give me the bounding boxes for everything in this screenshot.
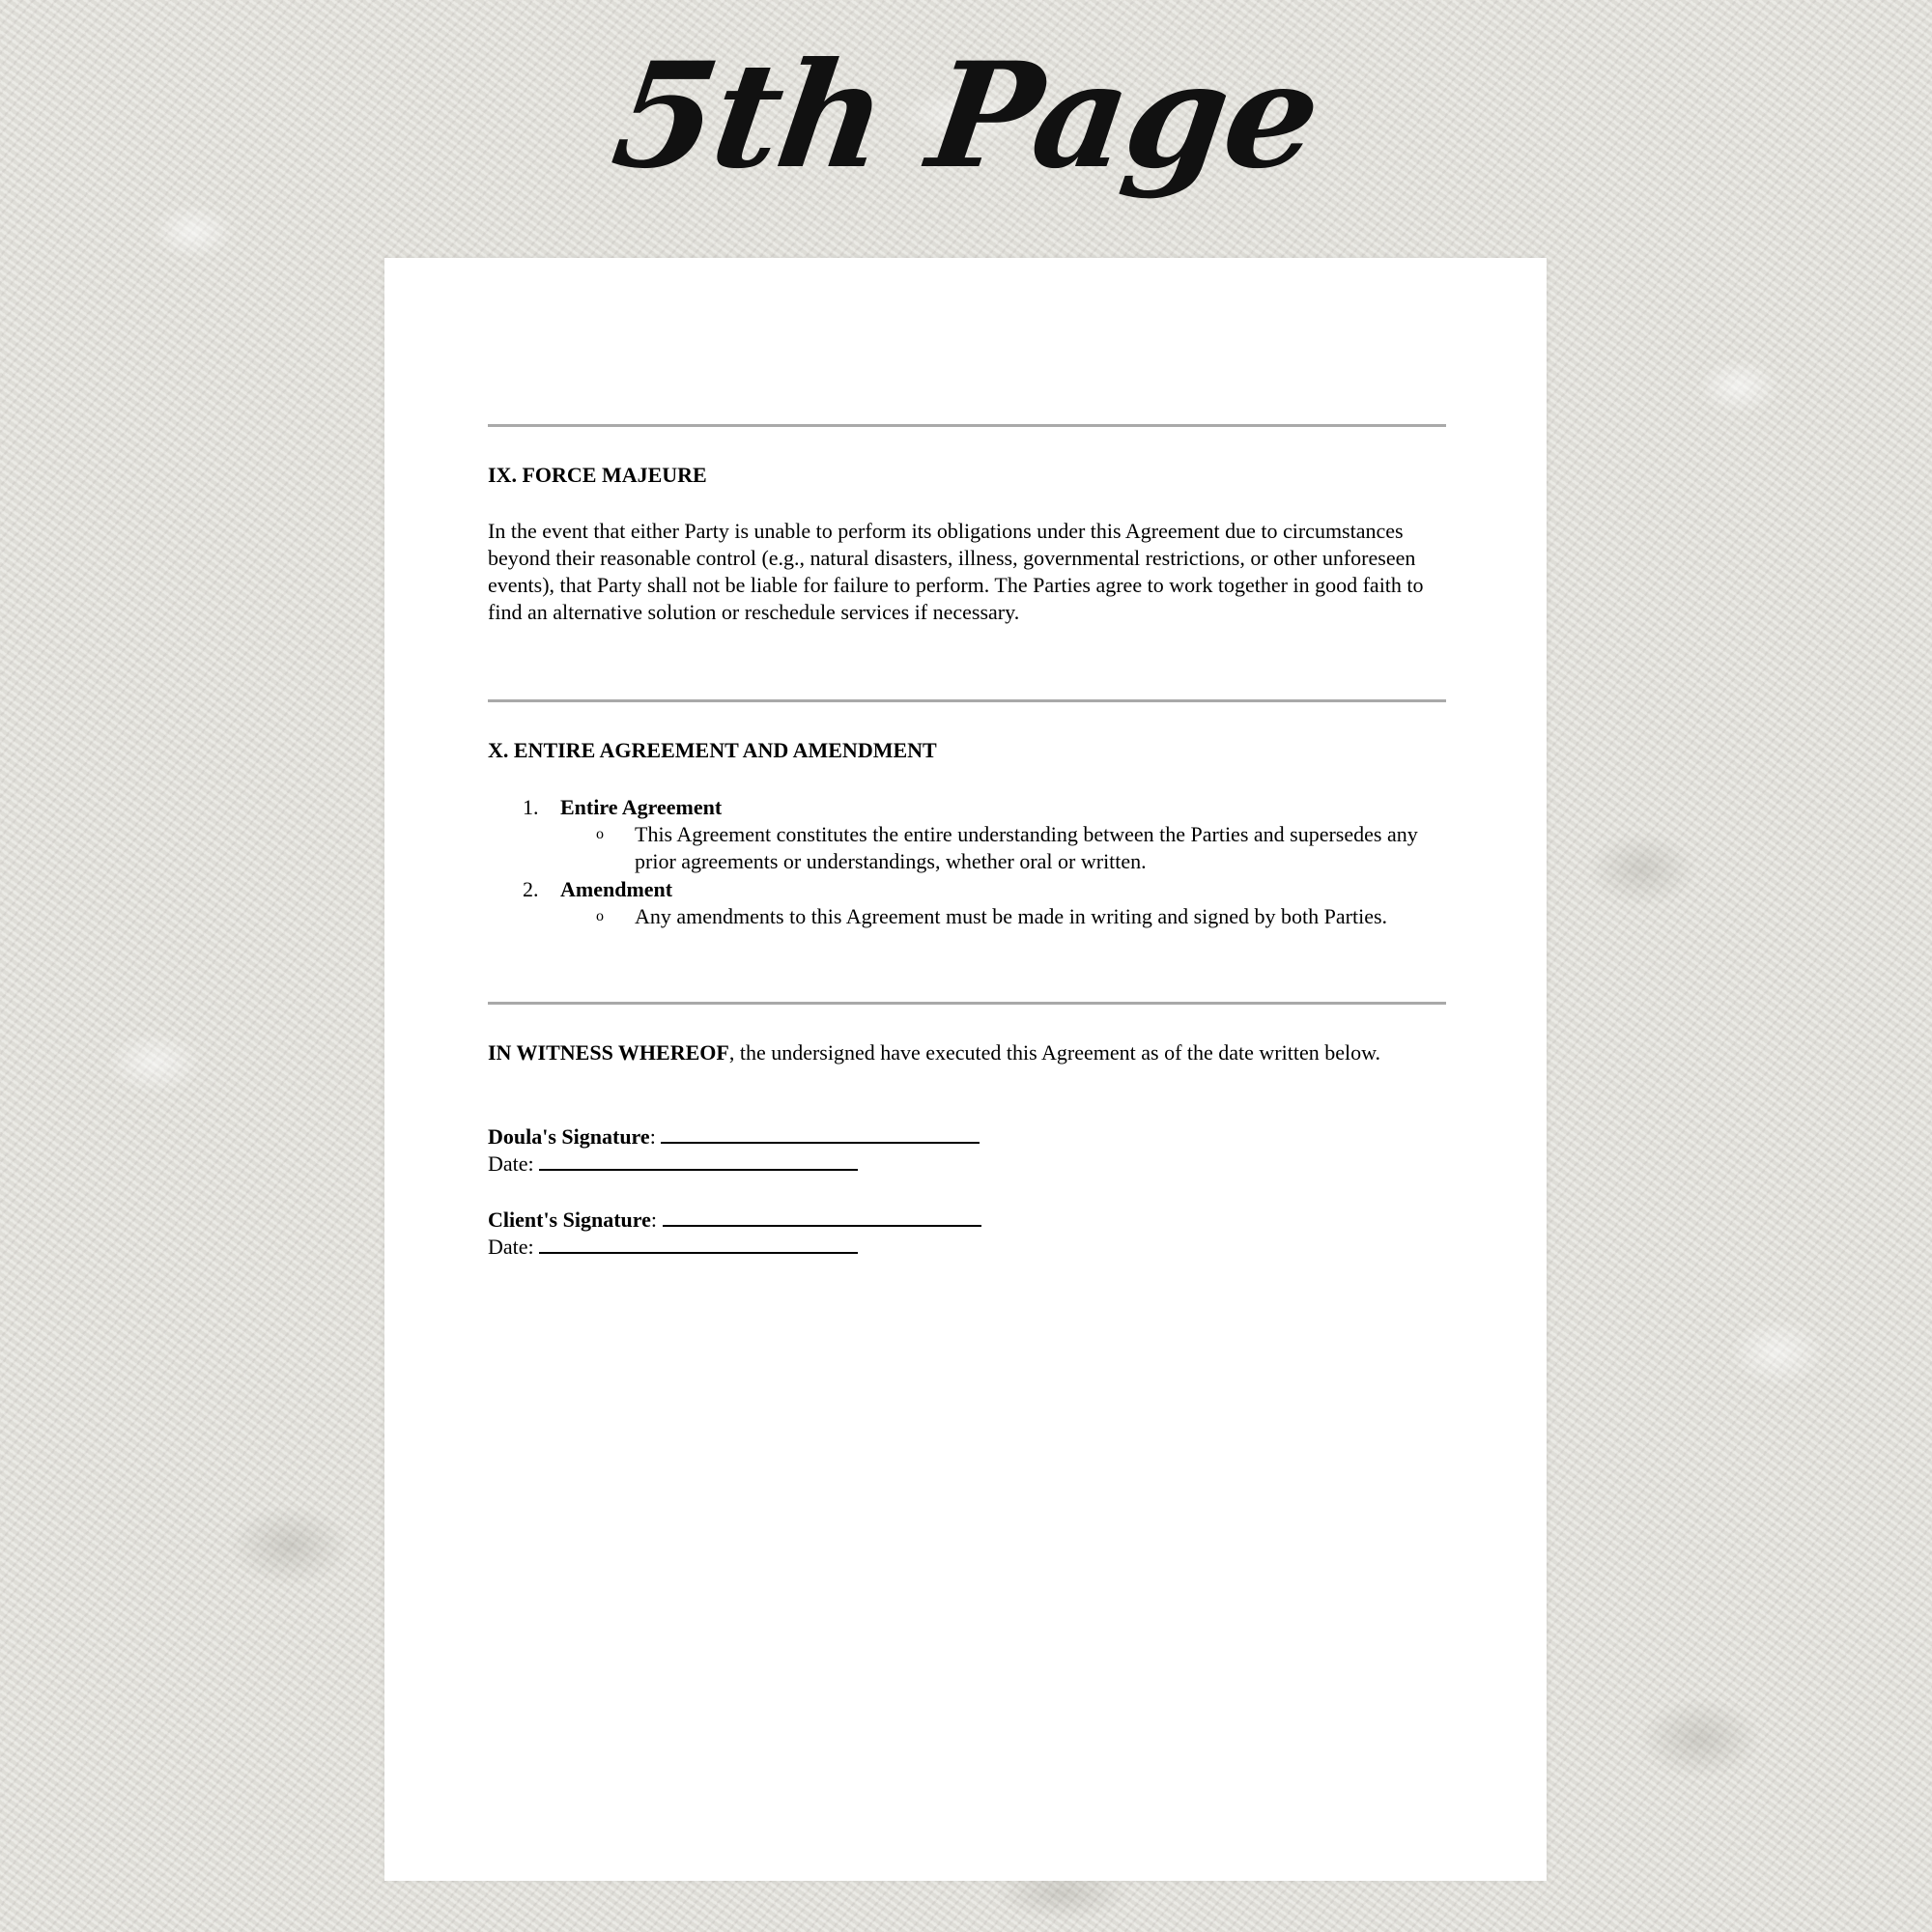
doula-signature-label: Doula's Signature: [488, 1124, 650, 1149]
section-divider: [488, 424, 1446, 427]
section-divider: [488, 699, 1446, 702]
doula-signature-field[interactable]: [661, 1122, 980, 1144]
label-colon: :: [650, 1208, 658, 1232]
section-title-force-majeure: IX. FORCE MAJEURE: [488, 463, 707, 487]
doula-date-field[interactable]: [539, 1150, 858, 1171]
client-date-field[interactable]: [539, 1233, 858, 1254]
doula-signature-line: [488, 1122, 980, 1151]
witness-lead: IN WITNESS WHEREOF: [488, 1040, 729, 1065]
list-item-title: Entire Agreement: [560, 795, 723, 819]
client-signature-field[interactable]: [663, 1206, 981, 1227]
section-divider: [488, 1002, 1446, 1005]
witness-statement: [488, 1039, 1446, 1066]
client-signature-line: [488, 1206, 981, 1234]
section-title-entire-agreement: X. ENTIRE AGREEMENT AND AMENDMENT: [488, 738, 937, 762]
witness-text: , the undersigned have executed this Agreement as of the date written below.: [728, 1040, 1381, 1065]
client-date-line: [488, 1233, 858, 1261]
hollow-bullet-icon: o: [596, 826, 604, 842]
force-majeure-paragraph: In the event that either Party is unable to perform its obligations under this Agreement due to circumstances beyond their reasonable control (e.g., natural disasters, illness, governmental restrictions, or other unforeseen events), that Party shall not be liable for failure to perform. The Parties agree to work together in good faith to find an alternative solution or reschedule services if necessary.: [488, 519, 1424, 624]
page-heading: 5th Page: [604, 31, 1328, 201]
list-item-title: Amendment: [560, 877, 673, 901]
doula-date-line: [488, 1150, 858, 1178]
hollow-bullet-icon: o: [596, 908, 604, 924]
label-colon: :: [649, 1124, 656, 1149]
list-item-text: This Agreement constitutes the entire understanding between the Parties and supersedes any prior agreements or understandings, whether oral or written.: [635, 822, 1418, 873]
list-number: 1.: [523, 795, 539, 819]
client-signature-label: Client's Signature: [488, 1208, 651, 1232]
list-item-text: Any amendments to this Agreement must be made in writing and signed by both Parties.: [635, 904, 1388, 928]
date-label: Date:: [488, 1235, 534, 1259]
list-number: 2.: [523, 877, 539, 901]
document-page: [384, 258, 1547, 1881]
date-label: Date:: [488, 1151, 534, 1176]
